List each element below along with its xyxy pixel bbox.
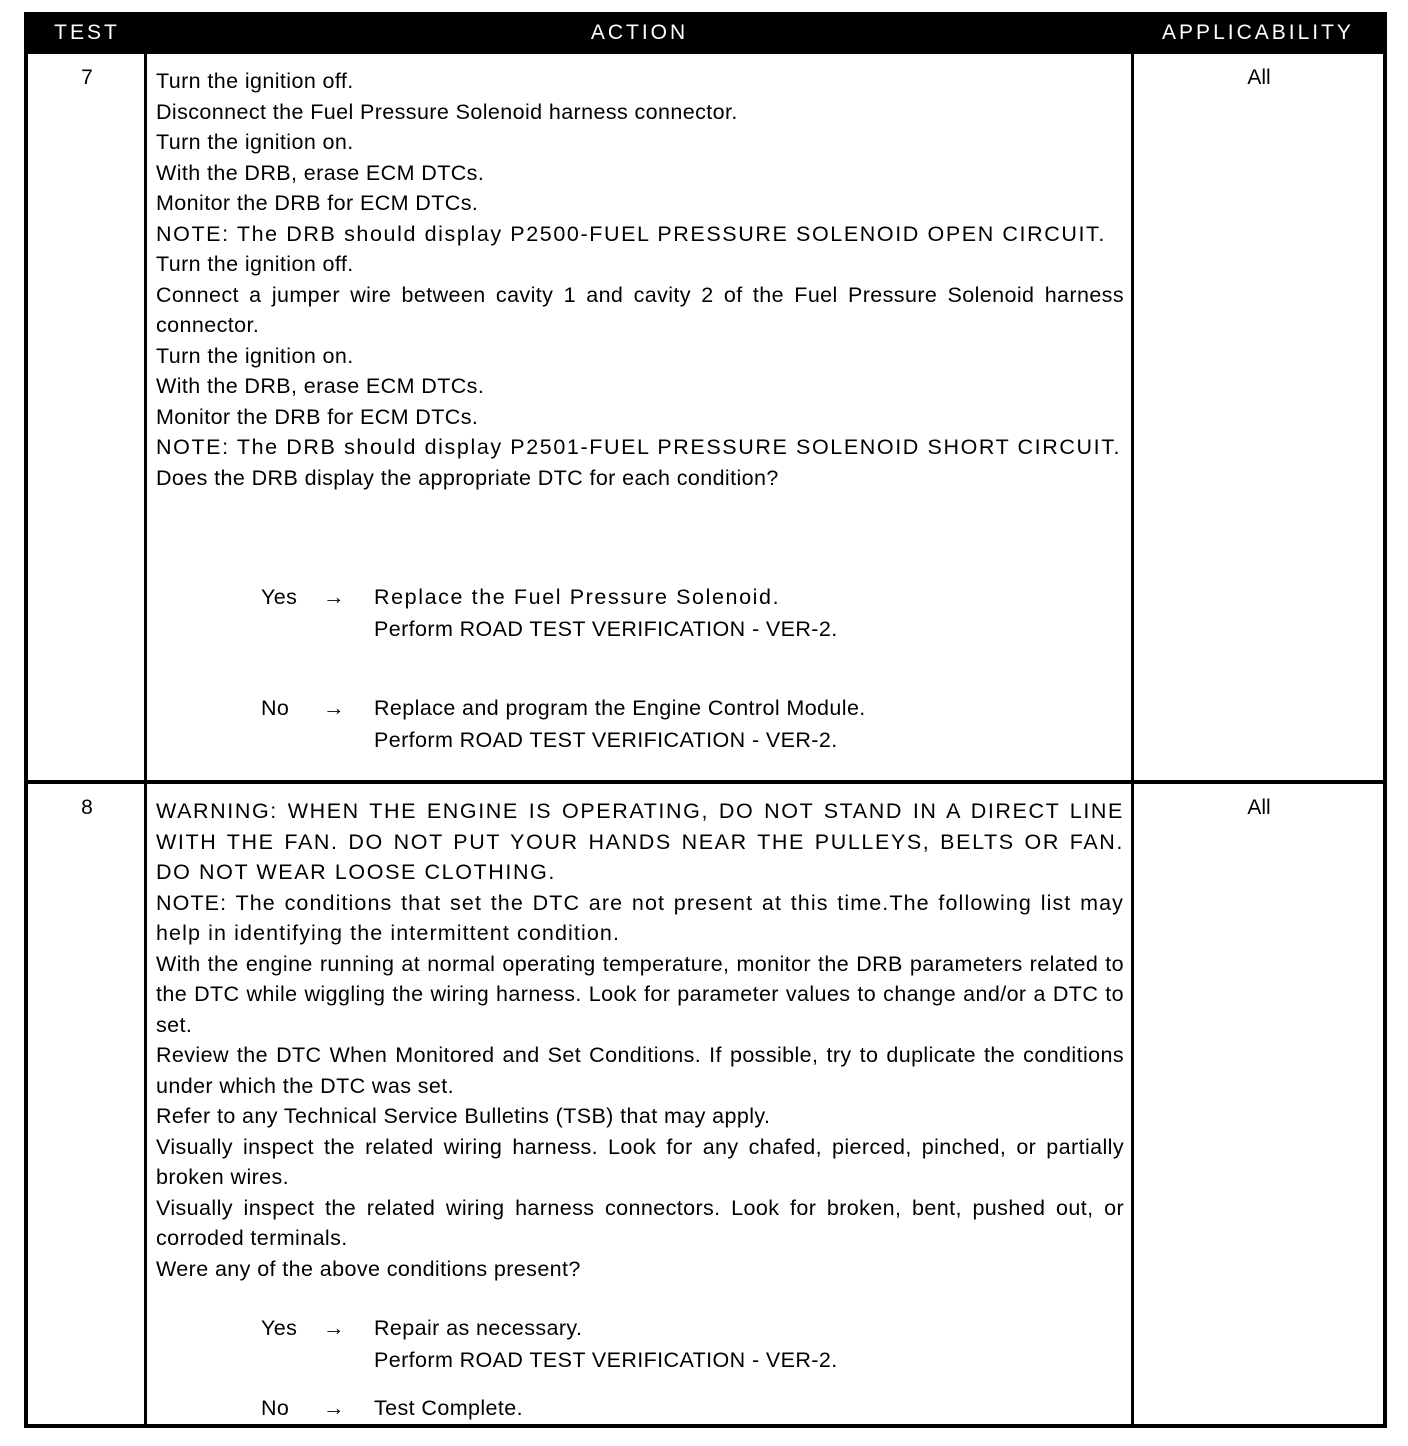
action-line: Visually inspect the related wiring harness connectors. Look for broken, bent, pushed out, or corroded terminals. [156,1195,1124,1250]
table-row-test-8 [28,784,1383,1424]
arrow-right-icon: → [323,1396,345,1420]
action-line: Visually inspect the related wiring harness. Look for any chafed, pierced, pinched, or partially broken wires. [156,1134,1124,1189]
result-line: Test Complete. [374,1396,523,1420]
header-action: ACTION [590,21,689,44]
action-warning: WARNING: WHEN THE ENGINE IS OPERATING, DO NOT STAND IN A DIRECT LINE WITH THE FAN. DO NOT PUT YOUR HANDS NEAR THE PULLEYS, BELTS OR FAN. DO NOT WEAR LOOSE CLOTHING. [156,799,1124,884]
arrow-right-icon: → [323,1316,345,1340]
header-test: TEST [54,21,120,44]
action-line: With the DRB, erase ECM DTCs. [156,160,485,185]
result-line: Perform ROAD TEST VERIFICATION - VER-2. [374,617,838,641]
action-note: NOTE: The DRB should display P2501-FUEL PRESSURE SOLENOID SHORT CIRCUIT. [156,435,1122,459]
result-text [374,581,838,645]
action-note: NOTE: The DRB should display P2500-FUEL PRESSURE SOLENOID OPEN CIRCUIT. [156,221,1106,246]
action-line: Review the DTC When Monitored and Set Conditions. If possible, try to duplicate the conditions under which the DTC was set. [156,1043,1124,1098]
action-line: Disconnect the Fuel Pressure Solenoid harness connector. [156,99,738,124]
action-line: With the DRB, erase ECM DTCs. [156,374,485,398]
action-line: Turn the ignition on. [156,130,354,154]
action-line: Turn the ignition off. [156,69,354,93]
action-line: Connect a jumper wire between cavity 1 and cavity 2 of the Fuel Pressure Solenoid harness connector. [156,282,1124,337]
arrow-right-icon: → [323,585,345,609]
no-label: No [261,1396,290,1420]
header-applicability: APPLICABILITY [1162,21,1354,44]
result-line: Repair as necessary. [374,1316,583,1340]
result-line: Replace and program the Engine Control Module. [374,696,866,720]
result-line: Perform ROAD TEST VERIFICATION - VER-2. [374,728,838,752]
action-line: With the engine running at normal operating temperature, monitor the DRB parameters related to the DTC while wiggling the wiring harness. Look for parameter values to change and/or a DTC to set. [156,951,1124,1037]
result-text [374,692,866,756]
arrow-right-icon: → [323,696,345,720]
action-question: Were any of the above conditions present? [156,1256,581,1281]
result-text [374,1312,838,1376]
diagnostic-test-table [24,12,1387,1428]
table-row-test-7 [28,54,1383,784]
applicability-value: All [1247,796,1271,819]
applicability-value: All [1247,66,1271,89]
result-line: Perform ROAD TEST VERIFICATION - VER-2. [374,1348,838,1372]
yes-label: Yes [261,585,298,609]
table-header [28,12,1383,54]
action-text [156,796,1124,1284]
column-divider [1131,784,1134,1424]
action-note: NOTE: The conditions that set the DTC are not present at this time.The following list may help in identifying the intermittent condition. [156,890,1124,945]
action-line: Refer to any Technical Service Bulletins (TSB) that may apply. [156,1104,771,1128]
result-text [374,1392,523,1424]
column-divider [144,54,147,780]
action-line: Turn the ignition on. [156,343,354,368]
column-divider [1131,54,1134,780]
test-number: 8 [81,796,93,819]
test-number: 7 [81,66,93,89]
column-divider [144,784,147,1424]
action-text [156,66,1124,493]
action-line: Monitor the DRB for ECM DTCs. [156,404,479,429]
action-line: Monitor the DRB for ECM DTCs. [156,191,479,215]
result-line: Replace the Fuel Pressure Solenoid. [374,585,781,609]
no-label: No [261,696,290,720]
action-line: Turn the ignition off. [156,252,354,276]
yes-label: Yes [261,1316,298,1340]
action-question: Does the DRB display the appropriate DTC for each condition? [156,465,779,490]
